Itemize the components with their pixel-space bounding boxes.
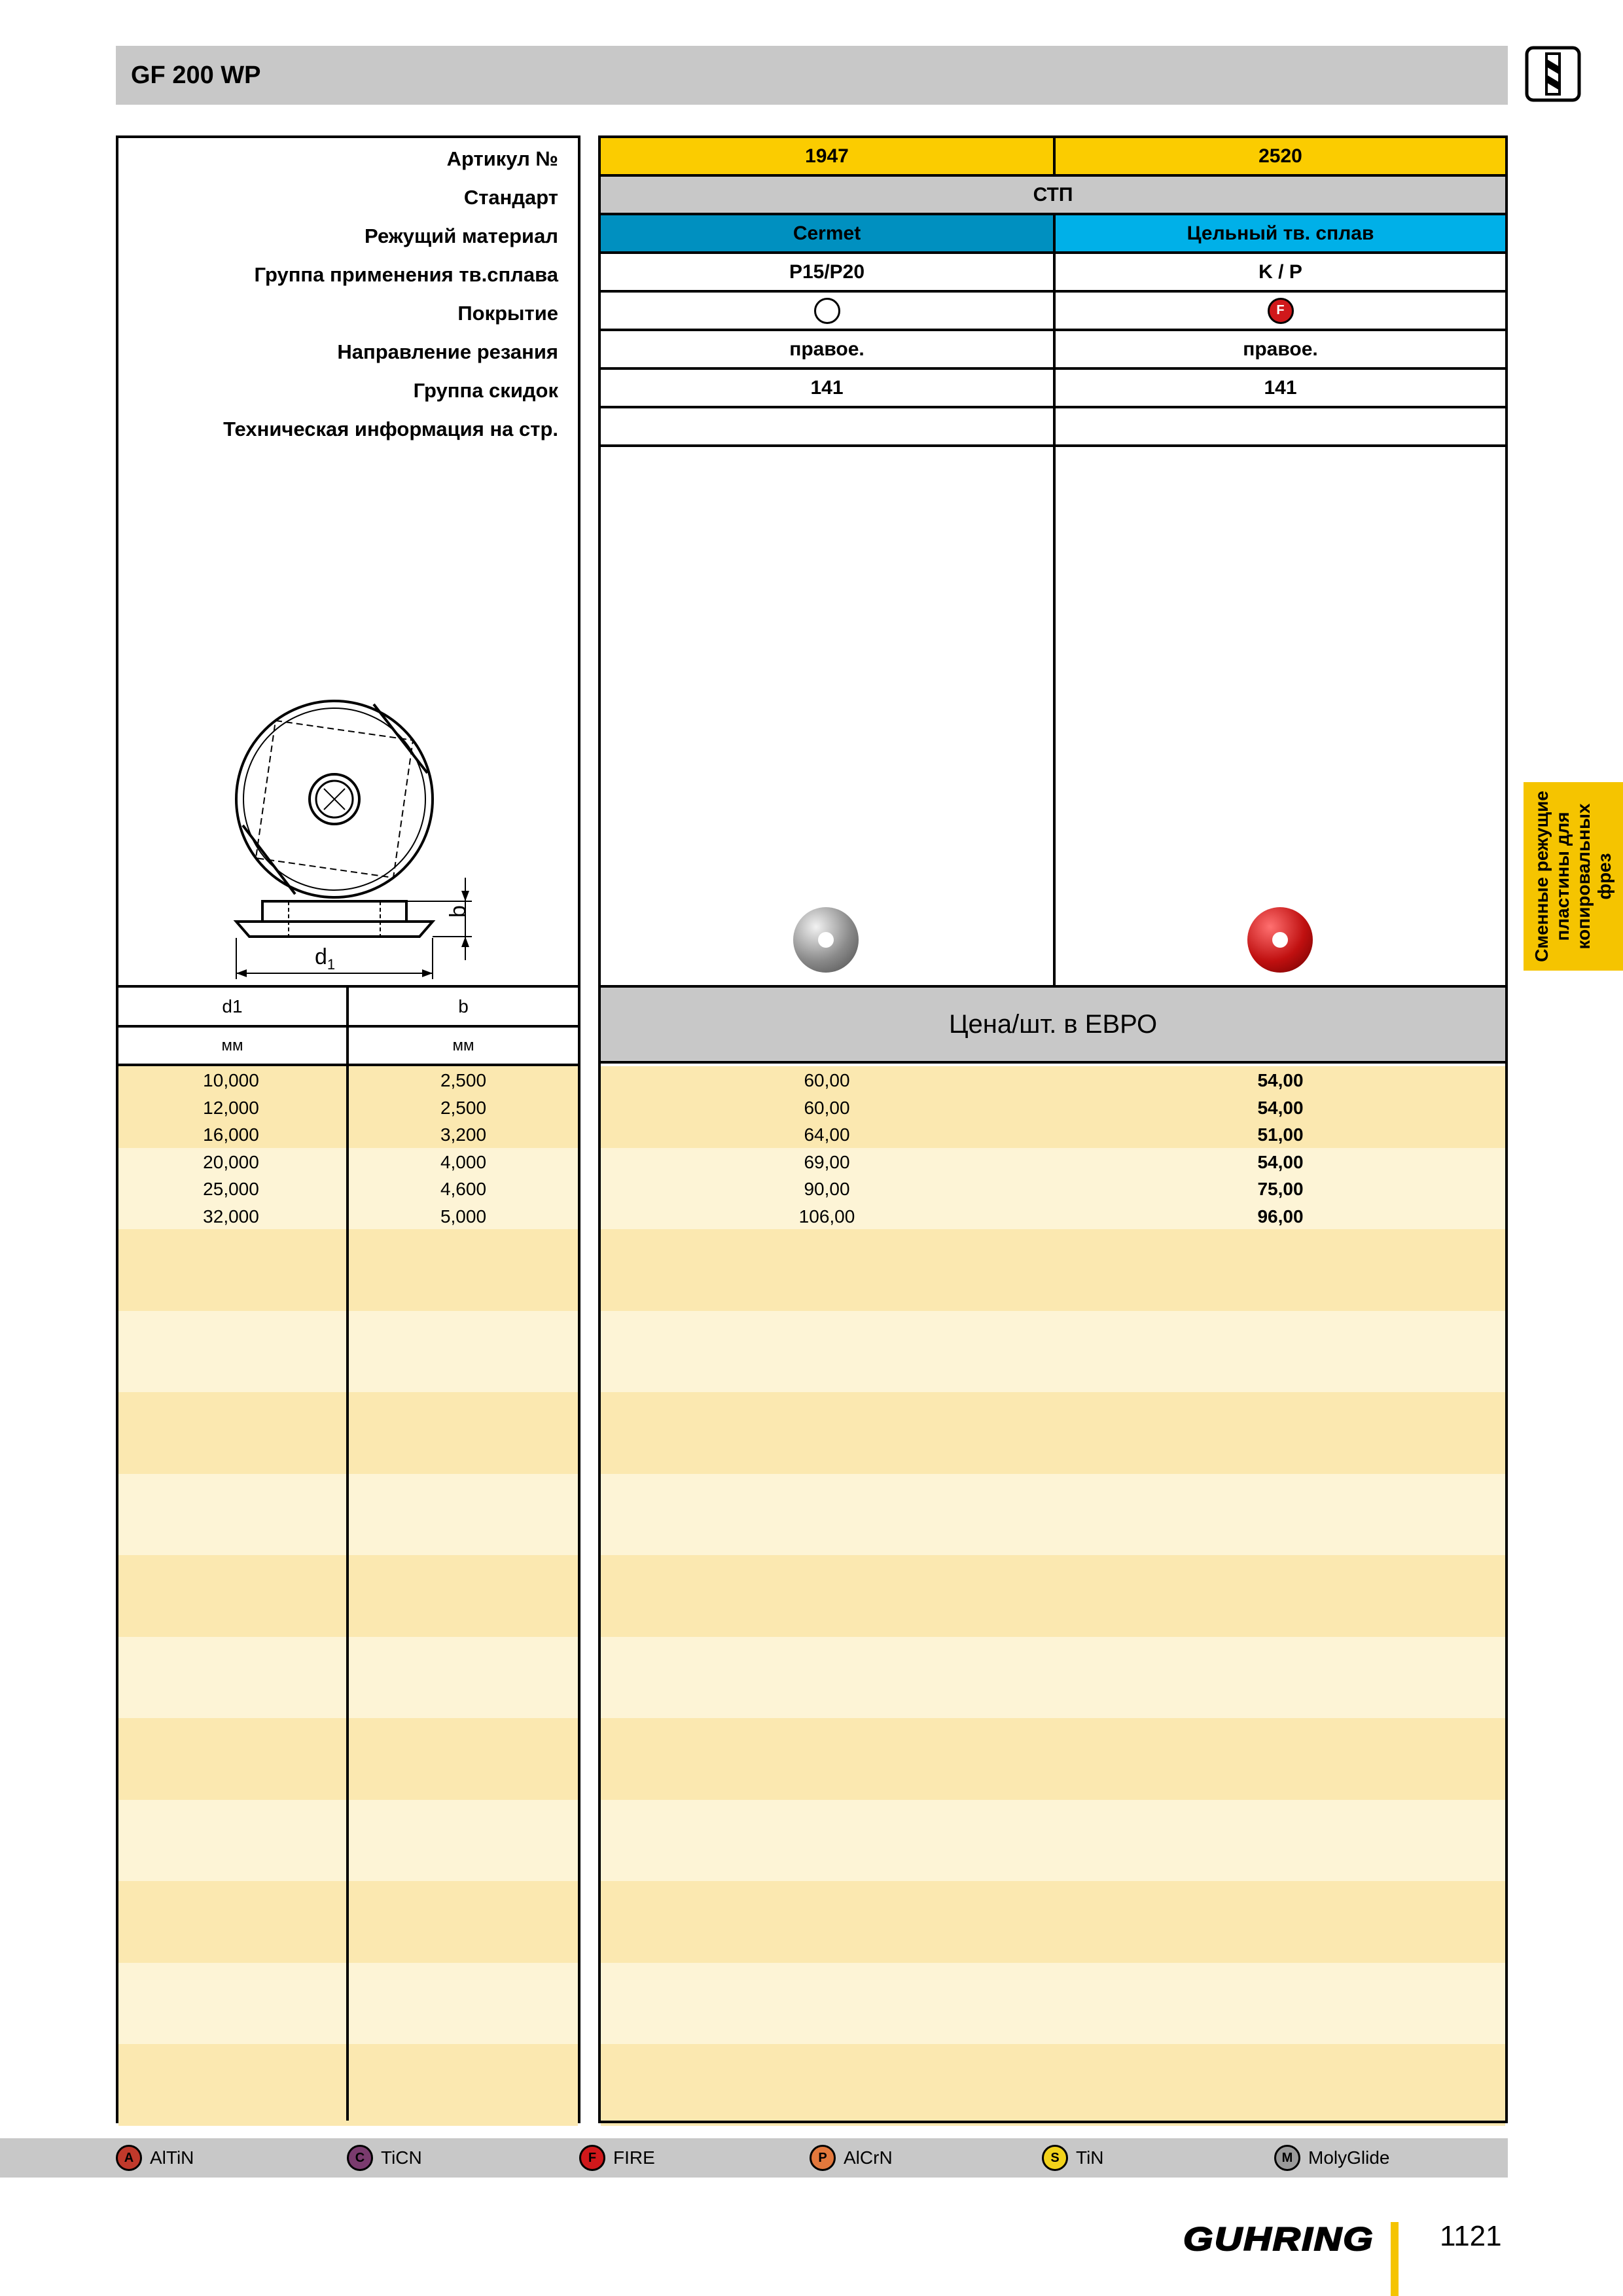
cell-price-1947: 90,00	[804, 1179, 850, 1199]
coating-icon: F	[579, 2145, 605, 2171]
coating-2520	[1053, 290, 1508, 331]
cell-price-1947: 60,00	[804, 1097, 850, 1118]
cell-price-2520: 54,00	[1257, 1097, 1304, 1118]
cell-price-2520: 96,00	[1257, 1206, 1304, 1227]
cell-b: 2,500	[440, 1097, 487, 1118]
legend-item	[347, 2142, 422, 2174]
techinfo-2520	[1053, 406, 1508, 447]
parameter-panel	[116, 135, 580, 988]
col-b-unit: мм	[349, 1028, 578, 1066]
cell-price-2520: 51,00	[1257, 1124, 1304, 1145]
title-bar	[116, 46, 1508, 105]
cell-price-1947: 106,00	[798, 1206, 855, 1227]
coating-icon: P	[810, 2145, 836, 2171]
group-2520: K / P	[1053, 251, 1508, 293]
legend-item	[116, 2142, 194, 2174]
dimension-d1-label: $d_1$	[315, 944, 336, 973]
col-d1-unit: мм	[118, 1028, 349, 1066]
direction-1947: правое.	[598, 329, 1056, 370]
legend-label: TiN	[1076, 2147, 1104, 2168]
cell-d1: 32,000	[203, 1206, 259, 1227]
coating-icon: A	[116, 2145, 142, 2171]
cell-b: 4,600	[440, 1179, 487, 1199]
dimension-b-label: b	[445, 905, 471, 918]
label-discount-group: Группа скидок	[413, 379, 558, 402]
legend-item	[579, 2142, 655, 2174]
cell-b: 5,000	[440, 1206, 487, 1227]
article-1947-header: 1947	[598, 135, 1056, 177]
brand-logo	[1178, 2219, 1374, 2258]
group-1947: P15/P20	[598, 251, 1056, 293]
label-tech-info: Техническая информация на стр.	[223, 418, 558, 440]
column-divider	[1053, 444, 1056, 988]
coating-icon: C	[347, 2145, 373, 2171]
label-cutting-material: Режущий материал	[365, 224, 558, 247]
coating-icon: M	[1274, 2145, 1300, 2171]
cell-d1: 12,000	[203, 1097, 259, 1118]
legend-item	[1274, 2142, 1389, 2174]
page-number: 1121	[1440, 2220, 1502, 2252]
svg-text:GUHRING: GUHRING	[1183, 2221, 1374, 2257]
cell-d1: 25,000	[203, 1179, 259, 1199]
col-b-header: b	[349, 988, 578, 1028]
cell-b: 4,000	[440, 1151, 487, 1172]
insert-photo-1947	[793, 907, 859, 973]
label-cutting-direction: Направление резания	[337, 340, 558, 363]
uncoated-icon	[814, 298, 840, 324]
cell-price-1947: 69,00	[804, 1151, 850, 1172]
cell-d1: 16,000	[203, 1124, 259, 1145]
legend-item	[1042, 2142, 1104, 2174]
label-application-group: Группа применения тв.сплава	[254, 263, 558, 286]
material-cermet: Cermet	[598, 213, 1056, 254]
fire-coating-icon: F	[1268, 298, 1294, 324]
standard-cell: СТП	[598, 174, 1508, 215]
discount-2520: 141	[1053, 367, 1508, 408]
material-carbide: Цельный тв. сплав	[1053, 213, 1508, 254]
price-header: Цена/шт. в ЕВРО	[598, 985, 1508, 1064]
cell-price-1947: 64,00	[804, 1124, 850, 1145]
drill-bit-icon	[1525, 46, 1581, 102]
label-coating: Покрытие	[457, 302, 558, 325]
cell-d1: 10,000	[203, 1070, 259, 1090]
discount-1947: 141	[598, 367, 1056, 408]
legend-item	[810, 2142, 893, 2174]
label-article: Артикул №	[446, 147, 558, 170]
cell-d1: 20,000	[203, 1151, 259, 1172]
cell-b: 2,500	[440, 1070, 487, 1090]
cell-price-2520: 54,00	[1257, 1151, 1304, 1172]
coating-icon: S	[1042, 2145, 1068, 2171]
cell-b: 3,200	[440, 1124, 487, 1145]
cell-price-2520: 54,00	[1257, 1070, 1304, 1090]
cell-price-2520: 75,00	[1257, 1179, 1304, 1199]
legend-label: TiCN	[381, 2147, 422, 2168]
page-title: GF 200 WP	[131, 62, 261, 89]
legend-label: MolyGlide	[1308, 2147, 1390, 2168]
legend-label: AlCrN	[844, 2147, 893, 2168]
legend-label: FIRE	[613, 2147, 655, 2168]
legend-label: AlTiN	[150, 2147, 194, 2168]
direction-2520: правое.	[1053, 329, 1508, 370]
techinfo-1947	[598, 406, 1056, 447]
insert-photo-2520	[1247, 907, 1313, 973]
footer-accent-bar	[1391, 2222, 1399, 2296]
coating-1947	[598, 290, 1056, 331]
section-tab-label: Сменные режущие пластины для копировальных фрез	[1531, 791, 1615, 962]
label-standard: Стандарт	[463, 186, 558, 209]
col-d1-header: d1	[118, 988, 349, 1028]
cell-price-1947: 60,00	[804, 1070, 850, 1090]
article-2520-header: 2520	[1053, 135, 1508, 177]
